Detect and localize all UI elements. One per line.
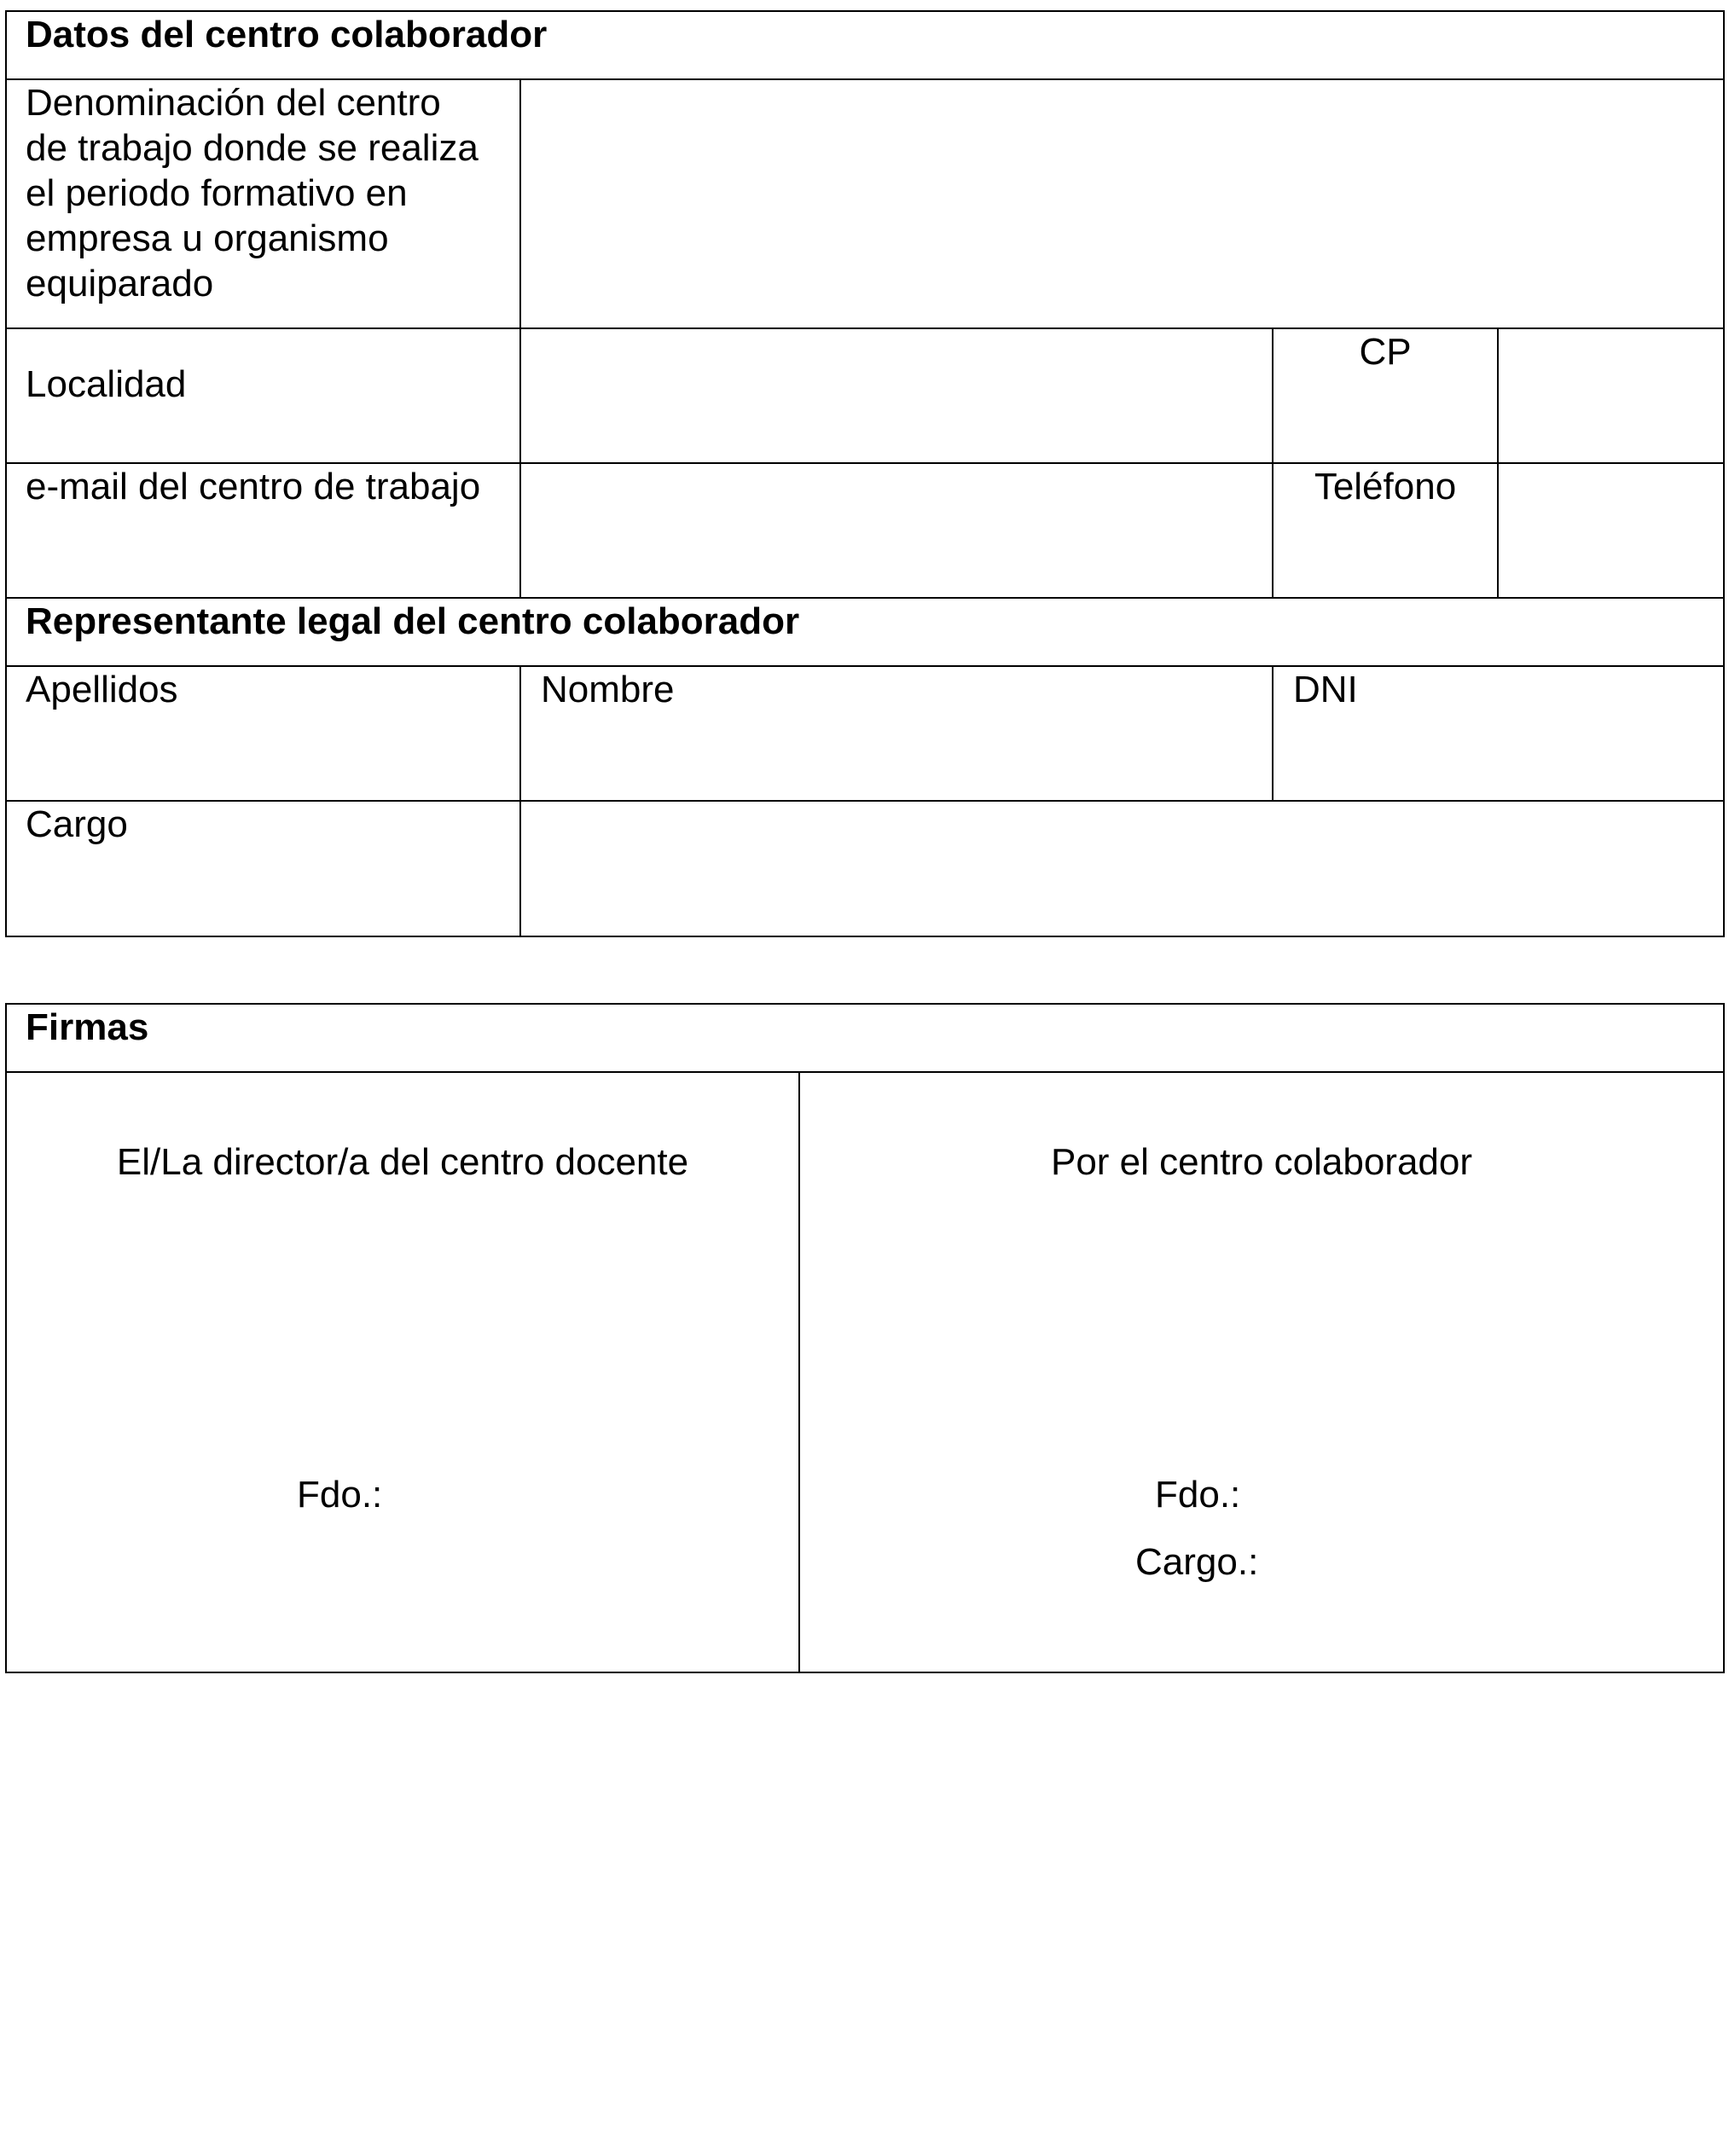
column-divider	[1272, 665, 1274, 800]
representative-title: Representante legal del centro colaborador	[26, 600, 800, 642]
telefono-field[interactable]	[1499, 464, 1723, 597]
denominacion-label-line-4: empresa u organismo	[26, 217, 389, 259]
cargo-label: Cargo	[26, 803, 128, 845]
director-signature-area[interactable]	[7, 1194, 798, 1467]
email-field[interactable]	[521, 464, 1272, 597]
denominacion-field[interactable]	[521, 80, 1723, 327]
collaborator-fdo: Fdo.:	[1155, 1474, 1241, 1516]
cp-field[interactable]	[1499, 329, 1723, 462]
denominacion-label-line-3: el periodo formativo en	[26, 172, 408, 214]
dni-label: DNI	[1293, 669, 1358, 710]
nombre-label: Nombre	[541, 669, 675, 710]
denominacion-label-line-1: Denominación del centro	[26, 82, 441, 124]
email-label: e-mail del centro de trabajo	[26, 466, 481, 507]
row-divider	[5, 1071, 1725, 1073]
collaborator-cargo: Cargo.:	[1135, 1541, 1259, 1583]
telefono-label: Teléfono	[1314, 466, 1457, 507]
collaborator-heading: Por el centro colaborador	[1050, 1141, 1473, 1183]
localidad-label: Localidad	[26, 363, 187, 405]
localidad-field[interactable]	[521, 329, 1272, 462]
denominacion-label-line-2: de trabajo donde se realiza	[26, 127, 479, 169]
cp-label: CP	[1359, 331, 1412, 373]
collaborator-signature-area[interactable]	[800, 1194, 1723, 1467]
director-fdo: Fdo.:	[297, 1474, 383, 1516]
director-heading: El/La director/a del centro docente	[116, 1141, 689, 1183]
apellidos-label: Apellidos	[26, 669, 178, 710]
row-divider	[5, 665, 1725, 667]
cargo-field[interactable]	[521, 802, 1723, 936]
center-data-title: Datos del centro colaborador	[26, 14, 548, 55]
denominacion-label-line-5: equiparado	[26, 263, 214, 304]
signatures-title: Firmas	[26, 1006, 149, 1048]
